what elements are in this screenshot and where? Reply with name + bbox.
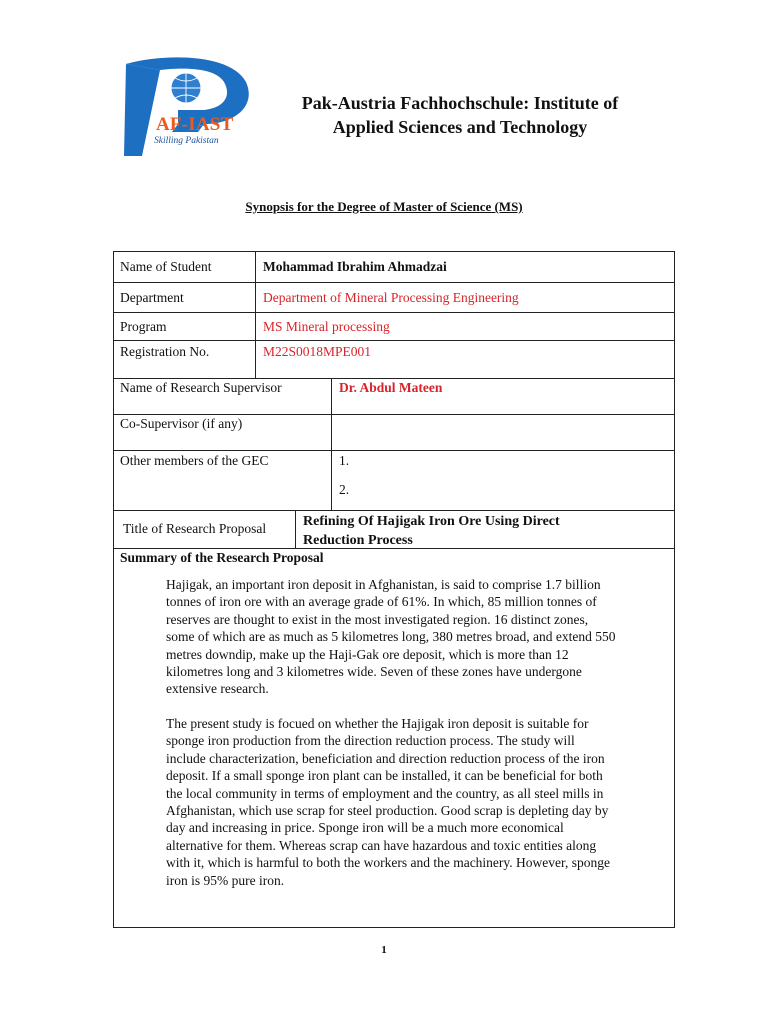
logo-wordmark: AF-IAST xyxy=(156,114,234,135)
paragraph-2-line: deposit. If a small sponge iron plant can be installed, it can be beneficial for both xyxy=(166,768,603,784)
row-research-title xyxy=(114,511,674,549)
paragraph-2-line: sponge iron production from the direction reduction process. The study will xyxy=(166,733,575,749)
paragraph-1-line: kilometres long and 3 kilometres wide. Seven of these zones have undergone xyxy=(166,664,582,680)
gec-label: Other members of the GEC xyxy=(120,453,269,468)
logo-tagline: Skilling Pakistan xyxy=(154,136,219,146)
gec-members-list xyxy=(339,451,669,510)
paragraph-2-line: with it, which is harmful to both the workers and the machinery. However, sponge xyxy=(166,855,610,871)
student-name-value: Mohammad Ibrahim Ahmadzai xyxy=(263,259,447,274)
row-department xyxy=(114,283,674,313)
research-title-line1: Refining Of Hajigak Iron Ore Using Direct xyxy=(303,514,560,529)
program-value: MS Mineral processing xyxy=(263,319,390,334)
student-name-label: Name of Student xyxy=(120,259,212,274)
gec-member-2: 2. xyxy=(339,482,350,497)
paragraph-1-line: reserves are thought to exist in the most investigated region. 16 distinct zones, xyxy=(166,611,589,627)
registration-value: M22S0018MPE001 xyxy=(263,344,372,359)
page-number: 1 xyxy=(381,944,387,956)
row-student-name xyxy=(114,252,674,283)
institute-name-line1: Pak-Austria Fachhochschule: Institute of xyxy=(301,93,619,113)
summary-paragraph-2 xyxy=(166,715,671,889)
registration-label: Registration No. xyxy=(120,344,210,359)
institute-name xyxy=(270,91,650,139)
synopsis-form-table xyxy=(113,251,675,928)
paragraph-2-line: alternative for them. Whereas scrap can have hazardous and toxic entities along xyxy=(166,837,597,853)
paragraph-2-line: The present study is focued on whether the Hajigak iron deposit is suitable for xyxy=(166,716,589,731)
paragraph-1-line: Hajigak, an important iron deposit in Afghanistan, is said to comprise 1.7 billion xyxy=(166,577,601,592)
supervisor-value: Dr. Abdul Mateen xyxy=(339,380,443,395)
summary-paragraph-1 xyxy=(166,576,671,698)
paragraph-1-line: metres downdip, make up the Haji-Gak ore deposit, which is more than 12 xyxy=(166,646,569,662)
research-title-value xyxy=(303,511,673,548)
row-cosupervisor xyxy=(114,415,674,451)
row-program xyxy=(114,313,674,341)
row-registration xyxy=(114,341,674,379)
department-value: Department of Mineral Processing Engineering xyxy=(263,290,519,305)
summary-heading: Summary of the Research Proposal xyxy=(120,550,324,565)
paragraph-2-line: the local community in terms of employment and the country, as all steel mills in xyxy=(166,785,604,801)
department-label: Department xyxy=(120,290,184,305)
supervisor-label: Name of Research Supervisor xyxy=(120,380,282,395)
research-title-line2: Reduction Process xyxy=(303,533,413,548)
program-label: Program xyxy=(120,319,167,334)
paragraph-2-line: include characterization, beneficiation and direction reduction process of the iron xyxy=(166,750,605,766)
gec-member-1: 1. xyxy=(339,453,350,468)
paragraph-2-line: day and increasing in price. Sponge iron will be a much more economical xyxy=(166,820,564,836)
synopsis-title: Synopsis for the Degree of Master of Science (MS) xyxy=(245,199,523,214)
cosupervisor-value xyxy=(339,415,669,450)
cosupervisor-label: Co-Supervisor (if any) xyxy=(120,416,243,431)
paragraph-1-line: tonnes of iron ore with an average grade of 61%. In which, 85 million tonnes of xyxy=(166,594,597,610)
row-supervisor xyxy=(114,379,674,415)
row-gec-members xyxy=(114,451,674,511)
paf-iast-logo xyxy=(120,52,260,160)
paragraph-2-line: iron is 95% pure iron. xyxy=(166,872,285,888)
research-title-label: Title of Research Proposal xyxy=(123,521,267,536)
institute-name-line2: Applied Sciences and Technology xyxy=(332,117,588,137)
paragraph-1-line: some of which are as much as 5 kilometres long, 380 metres broad, and extend 550 xyxy=(166,629,616,645)
paragraph-2-line: Afghanistan, which use scrap for steel production. Good scrap is depleting day by xyxy=(166,803,609,819)
paragraph-1-line: extensive research. xyxy=(166,681,269,697)
